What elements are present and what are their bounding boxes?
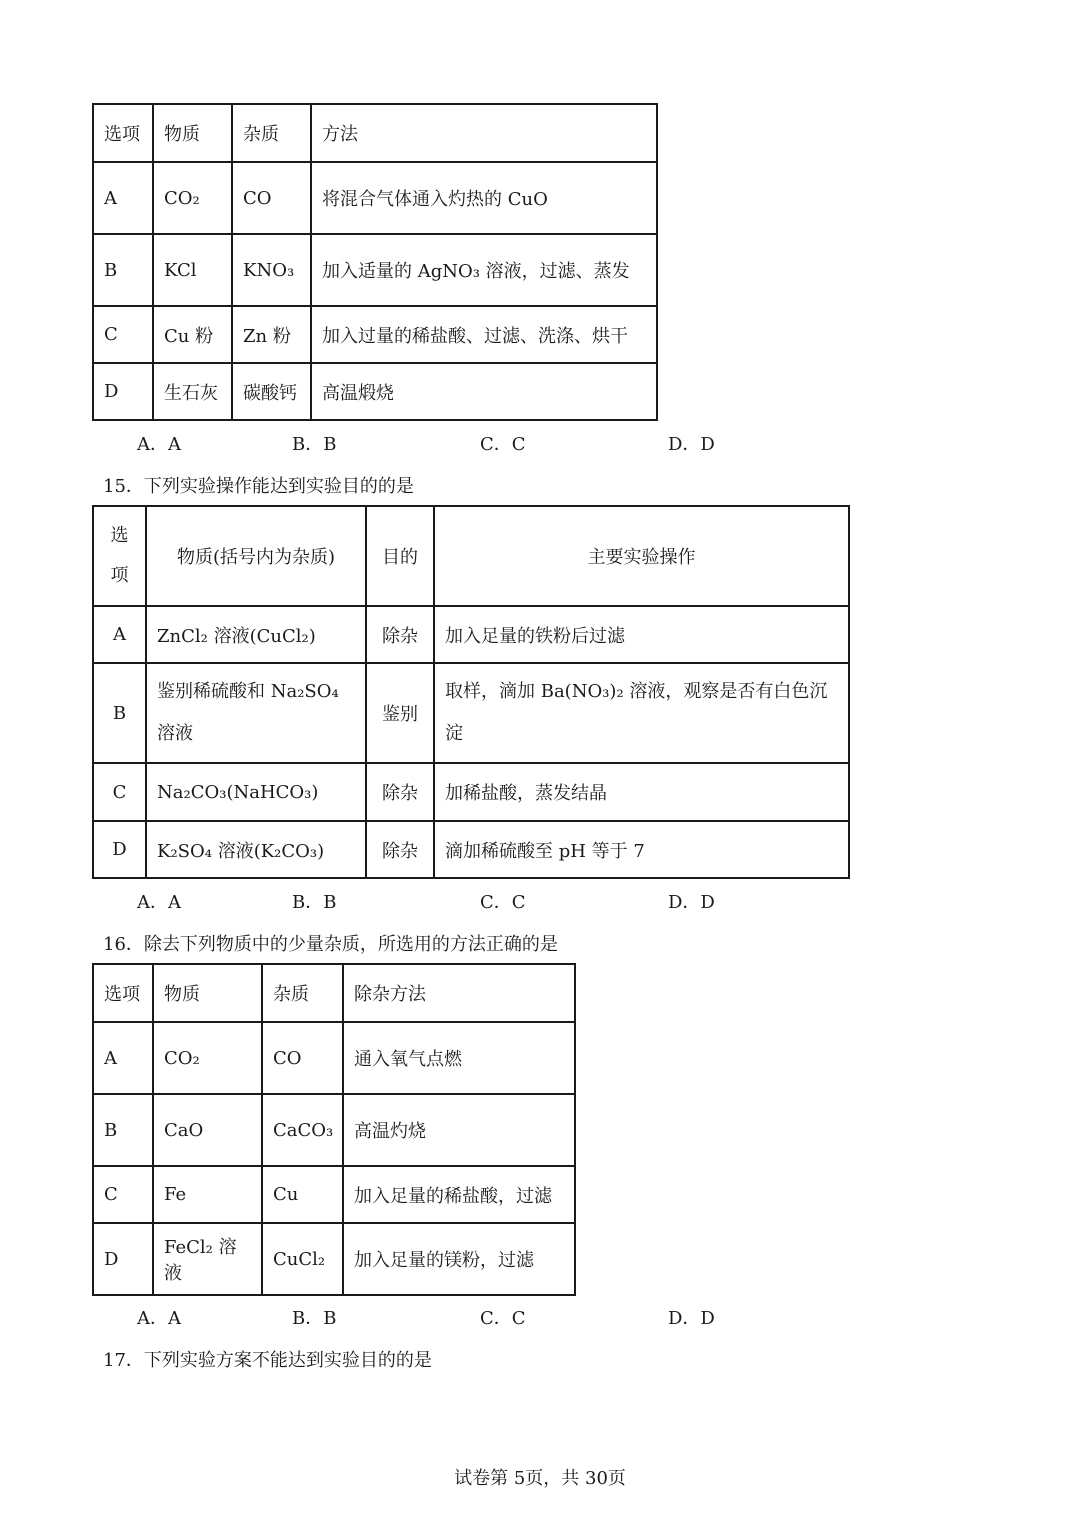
cell: CO₂	[153, 162, 232, 234]
header-cell: 方法	[311, 104, 657, 162]
cell: 碳酸钙	[232, 363, 311, 420]
table-row	[93, 606, 849, 663]
question-16-title: 16．除去下列物质中的少量杂质，所选用的方法正确的是	[103, 934, 558, 955]
table-header-row	[93, 506, 849, 606]
cell: 将混合气体通入灼热的 CuO	[311, 162, 657, 234]
table-q14	[92, 103, 658, 421]
cell: Cu 粉	[153, 306, 232, 363]
option-d[interactable]: D．D	[668, 1308, 715, 1329]
cell: C	[93, 1166, 153, 1223]
cell: 滴加稀硫酸至 pH 等于 7	[434, 821, 849, 878]
option-d[interactable]: D．D	[668, 892, 715, 913]
cell: KNO₃	[232, 234, 311, 306]
cell: 鉴别稀硫酸和 Na₂SO₄ 溶液	[146, 663, 366, 763]
cell: 除杂	[366, 821, 434, 878]
cell: C	[93, 306, 153, 363]
cell: 加入过量的稀盐酸、过滤、洗涤、烘干	[311, 306, 657, 363]
cell: CuCl₂	[262, 1223, 343, 1295]
cell: CO₂	[153, 1022, 262, 1094]
option-c[interactable]: C．C	[480, 892, 526, 913]
table-row	[93, 763, 849, 821]
option-a[interactable]: A．A	[137, 434, 181, 455]
table-row	[93, 363, 657, 420]
cell: Na₂CO₃(NaHCO₃)	[146, 763, 366, 821]
header-cell: 除杂方法	[343, 964, 575, 1022]
answer-options	[0, 1304, 1080, 1334]
cell: CO	[232, 162, 311, 234]
option-a[interactable]: A．A	[137, 1308, 181, 1329]
option-b[interactable]: B．B	[292, 1308, 337, 1329]
cell: 高温煅烧	[311, 363, 657, 420]
cell: 加入足量的镁粉，过滤	[343, 1223, 575, 1295]
cell: Fe	[153, 1166, 262, 1223]
option-c[interactable]: C．C	[480, 1308, 526, 1329]
question-17-title: 17．下列实验方案不能达到实验目的的是	[103, 1350, 432, 1371]
cell: 加入足量的稀盐酸，过滤	[343, 1166, 575, 1223]
table-row	[93, 663, 849, 763]
cell: A	[93, 1022, 153, 1094]
cell: 加稀盐酸，蒸发结晶	[434, 763, 849, 821]
cell: Zn 粉	[232, 306, 311, 363]
option-a[interactable]: A．A	[137, 892, 181, 913]
table-header-row	[93, 964, 575, 1022]
cell: 除杂	[366, 763, 434, 821]
table-row	[93, 162, 657, 234]
cell: B	[93, 234, 153, 306]
cell: Cu	[262, 1166, 343, 1223]
header-cell: 目的	[366, 506, 434, 606]
cell: 加入适量的 AgNO₃ 溶液，过滤、蒸发	[311, 234, 657, 306]
cell: D	[93, 363, 153, 420]
table-row	[93, 306, 657, 363]
option-c[interactable]: C．C	[480, 434, 526, 455]
question-15-title: 15．下列实验操作能达到实验目的的是	[103, 476, 414, 497]
cell: A	[93, 162, 153, 234]
cell: CO	[262, 1022, 343, 1094]
cell: KCl	[153, 234, 232, 306]
option-b[interactable]: B．B	[292, 434, 337, 455]
table-row	[93, 1094, 575, 1166]
header-cell: 物质(括号内为杂质)	[146, 506, 366, 606]
header-cell: 物质	[153, 104, 232, 162]
answer-options	[0, 888, 1080, 918]
header-cell: 选项	[93, 964, 153, 1022]
header-cell: 杂质	[262, 964, 343, 1022]
cell: 通入氧气点燃	[343, 1022, 575, 1094]
cell: FeCl₂ 溶液	[153, 1223, 262, 1295]
table-q15	[92, 505, 850, 879]
table-header-row	[93, 104, 657, 162]
cell: 除杂	[366, 606, 434, 663]
table-row	[93, 1022, 575, 1094]
cell: CaO	[153, 1094, 262, 1166]
header-cell: 选 项	[93, 506, 146, 606]
header-cell: 主要实验操作	[434, 506, 849, 606]
page-footer: 试卷第 5页，共 30页	[454, 1468, 626, 1489]
table-row	[93, 1223, 575, 1295]
cell: D	[93, 821, 146, 878]
table-row	[93, 821, 849, 878]
option-b[interactable]: B．B	[292, 892, 337, 913]
header-cell: 物质	[153, 964, 262, 1022]
table-row	[93, 234, 657, 306]
cell: 取样，滴加 Ba(NO₃)₂ 溶液，观察是否有白色沉淀	[434, 663, 849, 763]
cell: CaCO₃	[262, 1094, 343, 1166]
table-q16	[92, 963, 576, 1296]
cell: 生石灰	[153, 363, 232, 420]
cell: A	[93, 606, 146, 663]
cell: 加入足量的铁粉后过滤	[434, 606, 849, 663]
answer-options	[0, 430, 1080, 460]
cell: 鉴别	[366, 663, 434, 763]
cell: B	[93, 1094, 153, 1166]
cell: K₂SO₄ 溶液(K₂CO₃)	[146, 821, 366, 878]
cell: C	[93, 763, 146, 821]
cell: B	[93, 663, 146, 763]
table-row	[93, 1166, 575, 1223]
option-d[interactable]: D．D	[668, 434, 715, 455]
cell: D	[93, 1223, 153, 1295]
cell: ZnCl₂ 溶液(CuCl₂)	[146, 606, 366, 663]
header-cell: 选项	[93, 104, 153, 162]
header-cell: 杂质	[232, 104, 311, 162]
cell: 高温灼烧	[343, 1094, 575, 1166]
